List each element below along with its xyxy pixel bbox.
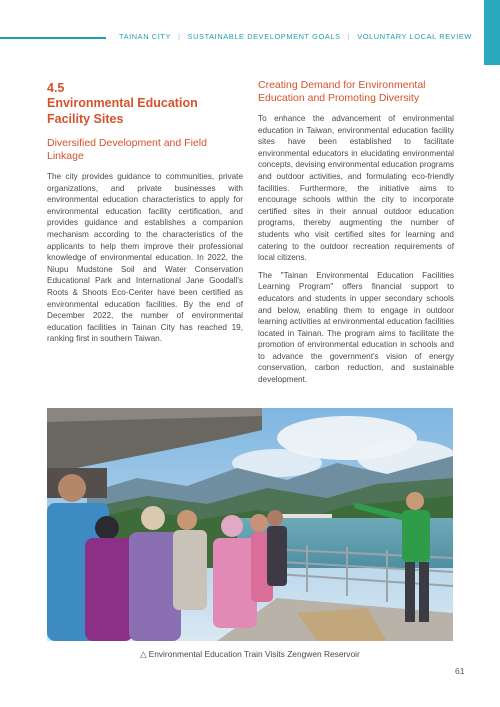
- header-item-vlr: VOLUNTARY LOCAL REVIEW: [357, 32, 472, 41]
- caption-triangle-icon: △: [140, 649, 147, 659]
- header-item-sdg: SUSTAINABLE DEVELOPMENT GOALS: [187, 32, 341, 41]
- header-item-city: TAINAN CITY: [119, 32, 172, 41]
- left-paragraph: The city provides guidance to communities, private organizations, and private businesses with environmental education characteristics to apply for environmental education facility certification, and provides guidance and establishes a companion mechanism according to the characteristics of the applicants to help them improve their professional knowledge of environmental education. In 2022, the Niupu Mudstone Soil and Water Conservation Educational Park and International Jane Goodall's Roots & Shoots Eco-Center have been certified as environmental education facilities. By the end of December 2022, the number of environmental education facilities in Tainan City has reached 19, ranking first in southern Taiwan.: [47, 172, 243, 344]
- page-number: 61: [455, 666, 465, 676]
- chapter-side-tab: [484, 0, 500, 65]
- header-separator: |: [178, 32, 181, 41]
- section-number: 4.5: [47, 81, 65, 95]
- header-rule: [0, 37, 106, 39]
- left-subtitle: Diversified Development and Field Linkage: [47, 137, 207, 162]
- section-title: Environmental Education Facility Sites: [47, 96, 198, 126]
- right-column: [258, 79, 454, 392]
- reservoir-visit-photo: [47, 408, 453, 641]
- right-paragraph-2: The "Tainan Environmental Education Facilities Learning Program" offers financial support to educators and students in upper secondary schools and below, enabling them to engage in outdoor learning activities at environmental education facilities located in Tainan. The program aims to facilitate the promotion of environmental education in schools and to advance the government's vision of energy conservation, carbon reduction, and sustainable development.: [258, 270, 454, 385]
- caption-text: Environmental Education Train Visits Zengwen Reservoir: [148, 649, 360, 659]
- running-header: [119, 32, 489, 41]
- figure-caption: [0, 649, 500, 659]
- header-separator: |: [347, 32, 351, 41]
- right-paragraph-1: To enhance the advancement of environmental education in Taiwan, environmental education facility sites have been established to facilitate environmental educators in elucidating environmental concepts, devising environmental education programs and outdoor activities, and formulating eco-friendly facilities. Furthermore, the initiative aims to encourage schools within the city to incorporate certified sites in their annual outdoor education programs, thereby augmenting the number of students who visit certified sites for learning and catering to the outdoor recreation requirements of local citizens.: [258, 114, 454, 263]
- left-column: [47, 81, 243, 351]
- right-subtitle: Creating Demand for Environmental Education and Promoting Diversity: [258, 79, 426, 104]
